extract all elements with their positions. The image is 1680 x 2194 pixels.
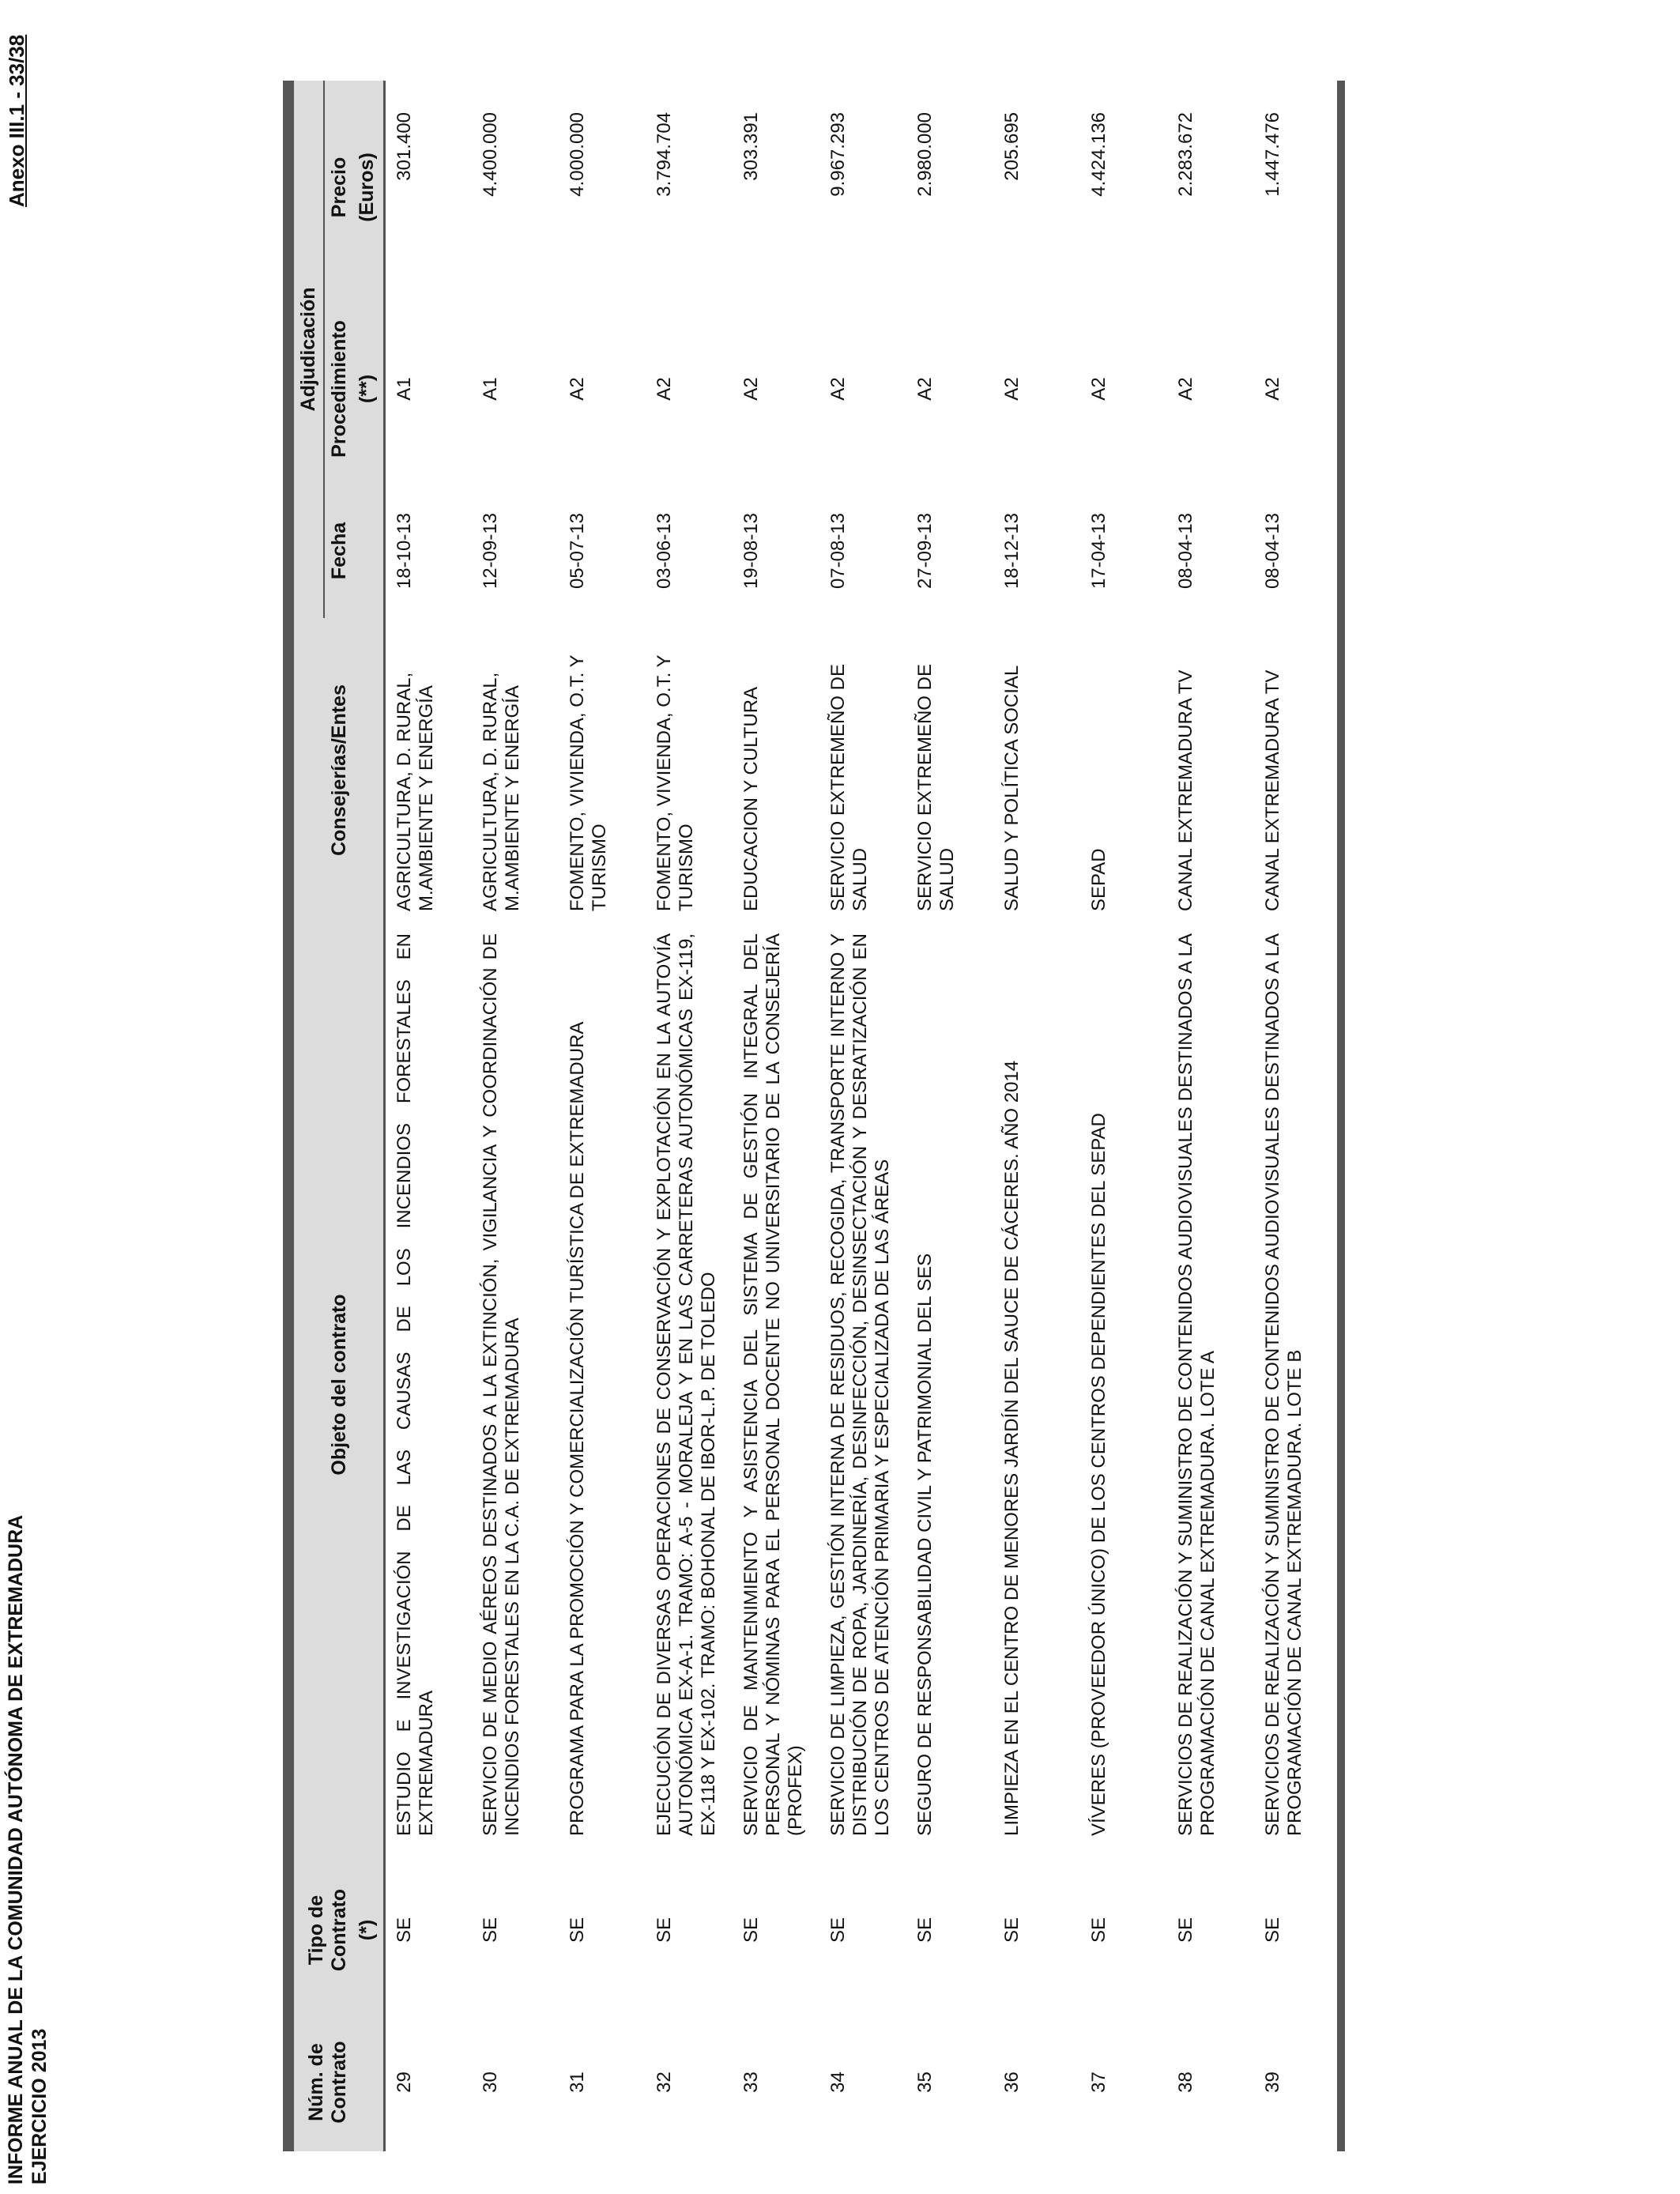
cell-fecha: 18-12-13 bbox=[1000, 512, 1023, 590]
cell-entes: EDUCACION Y CULTURA bbox=[740, 686, 762, 911]
cell-objeto: SERVICIOS DE REALIZACIÓN Y SUMINISTRO DE CONTENIDOS AUDIOVISUALES DESTINADOS A LA PROGRAMACIÓN DE CANAL EXTREMADURA. LOTE B bbox=[1254, 922, 1341, 1847]
cell-objeto: LIMPIEZA EN EL CENTRO DE MENORES JARDÍN DEL SAUCE DE CÁCERES. AÑO 2014 bbox=[1000, 1060, 1023, 1836]
cell-objeto: ESTUDIO E INVESTIGACIÓN DE LAS CAUSAS DE LOS INCENDIOS FORESTALES EN EXTREMADURA bbox=[394, 933, 437, 1836]
cell-num: 39 bbox=[1254, 2013, 1341, 2151]
cell-fecha: 19-08-13 bbox=[740, 512, 762, 590]
cell-entes: FOMENTO, VIVIENDA, O.T. Y TURISMO bbox=[653, 654, 697, 911]
cell-objeto: PROGRAMA PARA LA PROMOCIÓN Y COMERCIALIZACIÓN TURÍSTICA DE EXTREMADURA bbox=[566, 1021, 588, 1836]
cell-entes: FOMENTO, VIVIENDA, O.T. Y TURISMO bbox=[566, 654, 610, 911]
cell-entes: SERVICIO EXTREMEÑO DE SALUD bbox=[827, 664, 871, 911]
table-row bbox=[1167, 81, 1254, 2151]
cell-fecha: 17-04-13 bbox=[1087, 512, 1109, 590]
cell-objeto: EJECUCIÓN DE DIVERSAS OPERACIONES DE CONSERVACIÓN Y EXPLOTACIÓN EN LA AUTOVÍA AUTONÓMICA EX-A-1. TRAMO: A-5 - MORALEJA Y EN LAS CARRETERAS AUTONÓMICAS EX-119, EX-118 Y EX-102. TRAMO: BOHONAL DE IBOR-L.P. DE TOLEDO bbox=[653, 933, 719, 1836]
cell-procedimiento: A1 bbox=[479, 377, 501, 401]
cell-precio: 2.980.000 bbox=[913, 111, 936, 197]
table-row bbox=[472, 81, 559, 2151]
table-body bbox=[385, 81, 1341, 2151]
cell-tipo: SE bbox=[1174, 1917, 1196, 1943]
cell-num: 30 bbox=[479, 2071, 501, 2093]
table-row bbox=[646, 81, 733, 2151]
cell-tipo: SE bbox=[913, 1917, 936, 1943]
cell-fecha: 18-10-13 bbox=[394, 512, 415, 590]
cell-fecha: 08-04-13 bbox=[1174, 512, 1196, 590]
contracts-table-container bbox=[283, 81, 1634, 2151]
cell-tipo: SE bbox=[479, 1917, 501, 1943]
cell-fecha: 05-07-13 bbox=[566, 512, 588, 590]
cell-tipo: SE bbox=[740, 1917, 762, 1943]
header-adjudicacion: Adjudicación bbox=[288, 81, 324, 618]
table-row bbox=[993, 81, 1080, 2151]
cell-tipo: SE bbox=[1254, 1847, 1341, 2013]
cell-procedimiento: A2 bbox=[827, 377, 849, 401]
header-objeto-note bbox=[354, 922, 385, 1847]
cell-precio: 9.967.293 bbox=[827, 111, 849, 197]
cell-tipo: SE bbox=[1087, 1917, 1109, 1943]
contracts-table bbox=[283, 81, 1345, 2151]
cell-objeto: VÍVERES (PROVEEDOR ÚNICO) DE LOS CENTROS DEPENDIENTES DEL SEPAD bbox=[1087, 1113, 1109, 1836]
header-entes-note bbox=[354, 618, 385, 922]
cell-tipo: SE bbox=[1000, 1917, 1023, 1943]
cell-precio: 1.447.476 bbox=[1254, 81, 1341, 294]
cell-entes: SERVICIO EXTREMEÑO DE SALUD bbox=[913, 664, 958, 911]
cell-objeto: SERVICIO DE MEDIO AÉREOS DESTINADOS A LA EXTINCIÓN, VIGILANCIA Y COORDINACIÓN DE INCENDIOS FORESTALES EN LA C.A. DE EXTREMADURA bbox=[479, 933, 523, 1836]
report-year: EJERCICIO 2013 bbox=[28, 2028, 51, 2185]
cell-precio: 301.400 bbox=[394, 111, 415, 181]
cell-precio: 205.695 bbox=[1000, 111, 1023, 181]
cell-objeto: SERVICIO DE LIMPIEZA, GESTIÓN INTERNA DE RESIDUOS, RECOGIDA, TRANSPORTE INTERNO Y DISTRIBUCIÓN DE ROPA, JARDINERÍA, DESINFECCIÓN, DESINSECTACIÓN Y DESRATIZACIÓN EN LOS CENTROS DE ATENCIÓN PRIMARIA Y ESPECIALIZADA DE LAS ÁREAS bbox=[827, 933, 893, 1836]
cell-num: 37 bbox=[1087, 2071, 1109, 2093]
table-row bbox=[385, 81, 472, 2151]
cell-tipo: SE bbox=[566, 1917, 588, 1943]
cell-fecha: 27-09-13 bbox=[913, 512, 936, 590]
cell-num: 34 bbox=[827, 2071, 849, 2093]
cell-num: 31 bbox=[566, 2071, 588, 2093]
cell-procedimiento: A2 bbox=[740, 377, 762, 401]
header-tipo-note: (*) bbox=[354, 1847, 385, 2013]
table-header bbox=[288, 81, 385, 2151]
table-row bbox=[559, 81, 646, 2151]
header-precio-note: (Euros) bbox=[354, 81, 385, 294]
cell-num: 35 bbox=[913, 2071, 936, 2093]
cell-precio: 2.283.672 bbox=[1174, 111, 1196, 197]
cell-procedimiento: A2 bbox=[1174, 377, 1196, 401]
cell-procedimiento: A2 bbox=[1000, 377, 1023, 401]
cell-procedimiento: A2 bbox=[566, 377, 588, 401]
cell-fecha: 03-06-13 bbox=[653, 512, 675, 590]
header-precio: Precio bbox=[324, 81, 354, 294]
header-procedimiento: Procedimiento bbox=[324, 294, 354, 484]
cell-num: 32 bbox=[653, 2071, 675, 2093]
cell-entes: SEPAD bbox=[1087, 848, 1109, 911]
cell-procedimiento: A2 bbox=[653, 377, 675, 401]
report-title: INFORME ANUAL DE LA COMUNIDAD AUTÓNOMA DE EXTREMADURA bbox=[5, 1514, 27, 2185]
header-fecha: Fecha bbox=[324, 484, 354, 618]
table-row bbox=[1080, 81, 1167, 2151]
cell-entes: SALUD Y POLÍTICA SOCIAL bbox=[1000, 665, 1023, 911]
cell-entes: AGRICULTURA, D. RURAL, M.AMBIENTE Y ENERGÍA bbox=[479, 672, 523, 911]
cell-num: 33 bbox=[740, 2071, 762, 2093]
cell-num: 36 bbox=[1000, 2071, 1023, 2093]
cell-tipo: SE bbox=[653, 1917, 675, 1943]
cell-entes: AGRICULTURA, D. RURAL, M.AMBIENTE Y ENERGÍA bbox=[394, 672, 437, 911]
header-num: Núm. de Contrato bbox=[288, 2013, 354, 2151]
header-fecha-note bbox=[354, 484, 385, 618]
cell-procedimiento: A1 bbox=[394, 377, 415, 401]
cell-fecha: 07-08-13 bbox=[827, 512, 849, 590]
annex-page-label: Anexo III.1 - 33/38 bbox=[5, 34, 28, 207]
cell-tipo: SE bbox=[394, 1917, 415, 1943]
cell-entes: CANAL EXTREMADURA TV bbox=[1174, 669, 1196, 911]
cell-objeto: SEGURO DE RESPONSABILIDAD CIVIL Y PATRIMONIAL DEL SES bbox=[913, 1253, 936, 1836]
cell-precio: 4.400.000 bbox=[479, 111, 501, 197]
cell-procedimiento: A2 bbox=[913, 377, 936, 401]
table-row bbox=[1254, 81, 1341, 2151]
cell-objeto: SERVICIOS DE REALIZACIÓN Y SUMINISTRO DE CONTENIDOS AUDIOVISUALES DESTINADOS A LA PROGRAMACIÓN DE CANAL EXTREMADURA. LOTE A bbox=[1174, 933, 1219, 1836]
table-row bbox=[733, 81, 819, 2151]
header-num-note bbox=[354, 2013, 385, 2151]
cell-entes: CANAL EXTREMADURA TV bbox=[1254, 618, 1341, 922]
cell-procedimiento: A2 bbox=[1254, 294, 1341, 484]
header-tipo: Tipo de Contrato bbox=[288, 1847, 354, 2013]
cell-precio: 3.794.704 bbox=[653, 111, 675, 197]
cell-num: 29 bbox=[394, 2071, 415, 2093]
cell-precio: 4.424.136 bbox=[1087, 111, 1109, 197]
cell-num: 38 bbox=[1174, 2071, 1196, 2093]
header-entes: Consejerías/Entes bbox=[288, 618, 354, 922]
cell-fecha: 12-09-13 bbox=[479, 512, 501, 590]
cell-procedimiento: A2 bbox=[1087, 377, 1109, 401]
table-row bbox=[819, 81, 906, 2151]
cell-objeto: SERVICIO DE MANTENIMIENTO Y ASISTENCIA DEL SISTEMA DE GESTIÓN INTEGRAL DEL PERSONAL Y NÓMINAS PARA EL PERSONAL DOCENTE NO UNIVERSITARIO DE LA CONSEJERÍA (PROFEX) bbox=[740, 933, 806, 1836]
cell-precio: 303.391 bbox=[740, 111, 762, 181]
cell-precio: 4.000.000 bbox=[566, 111, 588, 197]
table-row bbox=[906, 81, 993, 2151]
cell-tipo: SE bbox=[827, 1917, 849, 1943]
cell-fecha: 08-04-13 bbox=[1254, 484, 1341, 618]
header-procedimiento-note: (**) bbox=[354, 294, 385, 484]
header-objeto: Objeto del contrato bbox=[288, 922, 354, 1847]
